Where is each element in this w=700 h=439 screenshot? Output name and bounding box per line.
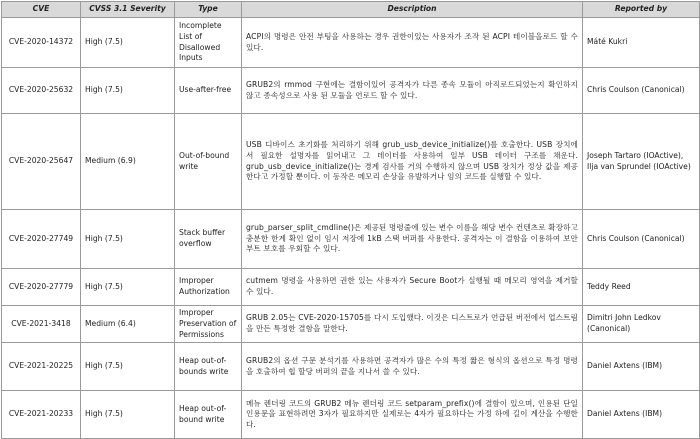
severity: High (7.5) bbox=[81, 343, 175, 391]
vuln-type: Improper Authorization bbox=[175, 269, 242, 306]
table-row bbox=[2, 269, 700, 306]
cve-id: CVE-2021-20233 bbox=[2, 391, 81, 439]
reported-by: Daniel Axtens (IBM) bbox=[583, 343, 700, 391]
severity: High (7.5) bbox=[81, 68, 175, 114]
cve-id: CVE-2021-3418 bbox=[2, 306, 81, 343]
cve-id: CVE-2020-27779 bbox=[2, 269, 81, 306]
cve-id: CVE-2020-14372 bbox=[2, 18, 81, 68]
vuln-type: Improper Preservation of Permissions bbox=[175, 306, 242, 343]
table-row bbox=[2, 18, 700, 68]
reported-by: Dimitri John Ledkov (Canonical) bbox=[583, 306, 700, 343]
description: ACPI의 명령은 안전 부팅을 사용하는 경우 권한이있는 사용자가 조작 된 ACPI 테이블을로드 할 수 있다. bbox=[242, 18, 583, 68]
description: grub_parser_split_cmdline()은 제공된 명령줄에 있는 변수 이름을 해당 변수 컨텐츠로 확장하고 충분한 한계 확인 없이 임시 저장에 1kB 스택 버퍼를 사용한다. 공격자는 이 결함을 이용하여 보안 부트 보호를 우회할 수 있다. bbox=[242, 210, 583, 269]
severity: High (7.5) bbox=[81, 210, 175, 269]
table-row bbox=[2, 210, 700, 269]
cve-id: CVE-2020-27749 bbox=[2, 210, 81, 269]
header-description: Description bbox=[242, 2, 583, 18]
reported-by: Daniel Axtens (IBM) bbox=[583, 391, 700, 439]
reported-by: Chris Coulson (Canonical) bbox=[583, 210, 700, 269]
description: 메뉴 렌더링 코드의 GRUB2 메뉴 렌더링 코드 setparam_prefix()에 결함이 있으며, 인용된 단일 인용문을 표현하려면 3자가 필요하지만 실제로는 4자가 필요하다는 가정 하에 길이 계산을 수행한다. bbox=[242, 391, 583, 439]
header-reported-by: Reported by bbox=[583, 2, 700, 18]
header-severity: CVSS 3.1 Severity bbox=[81, 2, 175, 18]
vuln-type: Stack buffer overflow bbox=[175, 210, 242, 269]
vuln-type: Use-after-free bbox=[175, 68, 242, 114]
cve-id: CVE-2021-20225 bbox=[2, 343, 81, 391]
header-cve: CVE bbox=[2, 2, 81, 18]
table-row bbox=[2, 68, 700, 114]
severity: High (7.5) bbox=[81, 18, 175, 68]
table-row bbox=[2, 306, 700, 343]
description: USB 디바이스 초기화를 처리하기 위해 grub_usb_device_initialize()를 호출한다. USB 장치에서 필요한 설명자를 읽어내고 그 데이터를 사용하여 일부 USB 데이터 구조를 채운다. grub_usb_device_initialize()는 경계 검사를 거의 수행하지 않으며 USB 장치가 정상 값을 제공한다고 가정할 뿐이다. 이 동작은 메모리 손상을 유발하거나 임의 코드를 실행할 수 있다. bbox=[242, 114, 583, 210]
header-row bbox=[2, 2, 700, 18]
description: GRUB2의 rmmod 구현에는 결함이있어 공격자가 다른 종속 모듈이 아직로드되었는지 확인하지 않고 종속성으로 사용 된 모듈을 언로드 할 수 있다. bbox=[242, 68, 583, 114]
vuln-type: Incomplete List of Disallowed Inputs bbox=[175, 18, 242, 68]
cve-id: CVE-2020-25632 bbox=[2, 68, 81, 114]
reported-by: Máté Kukri bbox=[583, 18, 700, 68]
severity: Medium (6.4) bbox=[81, 306, 175, 343]
severity: High (7.5) bbox=[81, 391, 175, 439]
vuln-type: Out-of-bound write bbox=[175, 114, 242, 210]
description: cutmem 명령을 사용하면 권한 있는 사용자가 Secure Boot가 실행될 때 메모리 영역을 제거할 수 있다. bbox=[242, 269, 583, 306]
vuln-type: Heap out-of-bounds write bbox=[175, 343, 242, 391]
reported-by: Chris Coulson (Canonical) bbox=[583, 68, 700, 114]
cve-table bbox=[1, 1, 700, 439]
severity: High (7.5) bbox=[81, 269, 175, 306]
description: GRUB 2.05는 CVE-2020-15705를 다시 도입했다. 이것은 디스트로가 언급된 버전에서 업스트림을 만든 특정한 결함을 말한다. bbox=[242, 306, 583, 343]
table-row bbox=[2, 343, 700, 391]
table-row bbox=[2, 114, 700, 210]
vuln-type: Heap out-of-bound write bbox=[175, 391, 242, 439]
severity: Medium (6.9) bbox=[81, 114, 175, 210]
reported-by: Teddy Reed bbox=[583, 269, 700, 306]
cve-id: CVE-2020-25647 bbox=[2, 114, 81, 210]
table-row bbox=[2, 391, 700, 439]
description: GRUB2의 옵션 구문 분석기를 사용하면 공격자가 많은 수의 특정 짧은 형식의 옵션으로 특정 명령을 호출하여 힙 할당 버퍼의 끝을 지나서 쓸 수 있다. bbox=[242, 343, 583, 391]
reported-by: Joseph Tartaro (IOActive), Ilja van Sprundel (IOActive) bbox=[583, 114, 700, 210]
header-type: Type bbox=[175, 2, 242, 18]
